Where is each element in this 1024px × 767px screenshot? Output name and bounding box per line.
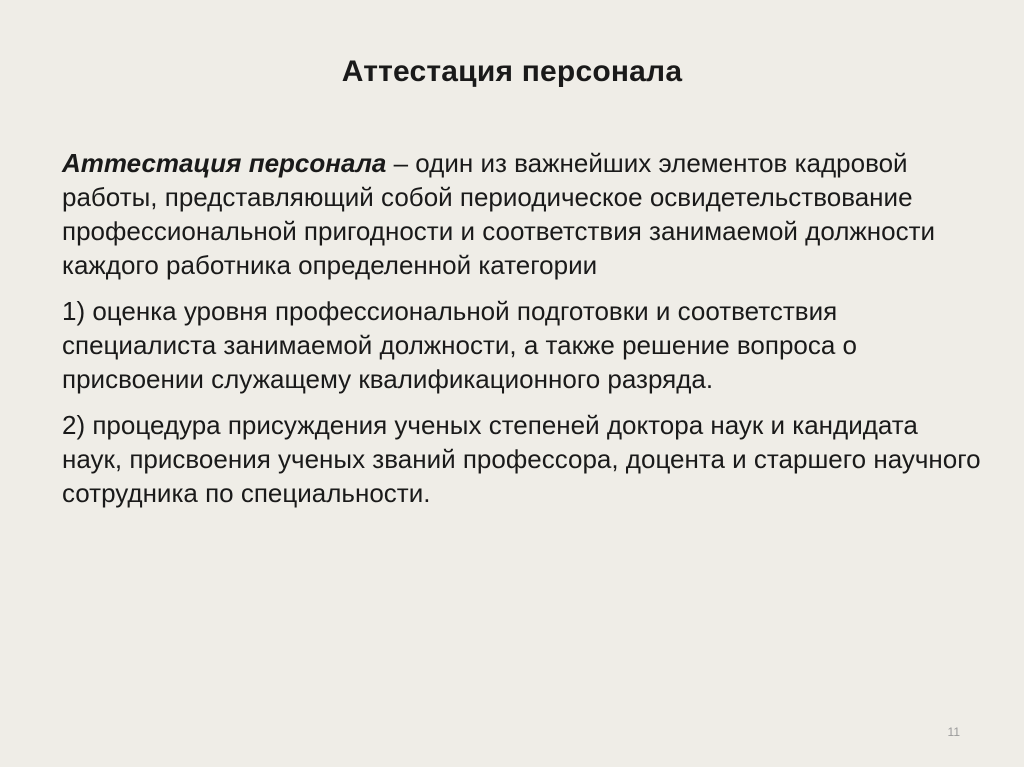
slide-body xyxy=(62,146,982,510)
definition-term: Аттестация персонала xyxy=(62,148,387,178)
point-1: 1) оценка уровня профессиональной подготовки и соответствия специалиста занимаемой должности, а также решение вопроса о присвоении служащему квалификационного разряда. xyxy=(62,296,858,394)
definition-text: – один из важнейших элементов кадровой работы, представляющий собой периодическое освидетельствование профессиональной пригодности и соответствия занимаемой должности каждого работника определенной категории xyxy=(62,148,936,280)
page-number: 11 xyxy=(947,725,960,739)
point-2: 2) процедура присуждения ученых степеней доктора наук и кандидата наук, присвоения ученых званий профессора, доцента и старшего научного сотрудника по специальности. xyxy=(62,410,981,508)
slide-title: Аттестация персонала xyxy=(341,55,683,88)
definition-paragraph xyxy=(62,146,982,282)
